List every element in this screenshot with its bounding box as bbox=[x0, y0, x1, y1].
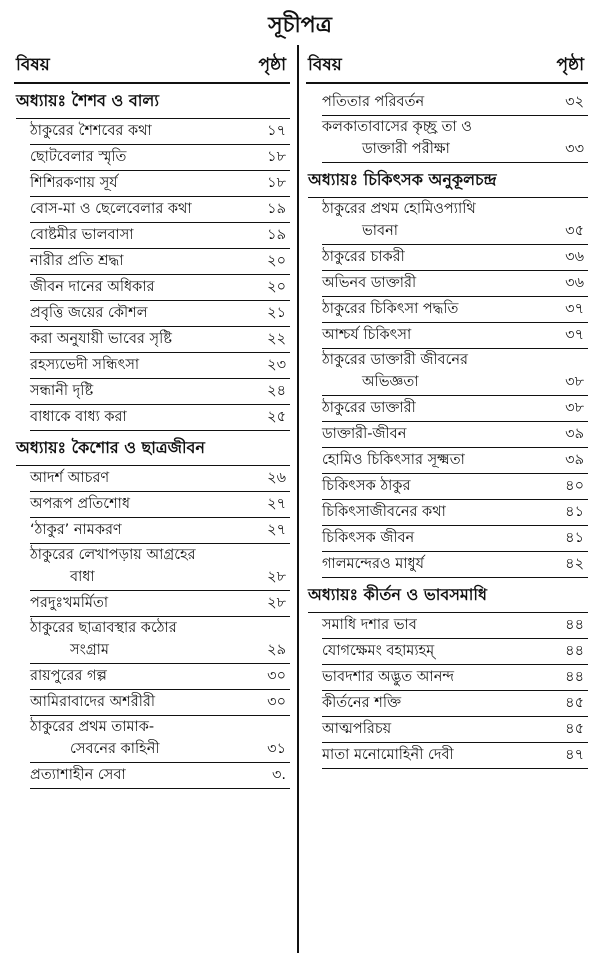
entry-title-line: ভাবদশার অদ্ভুত আনন্দ bbox=[322, 669, 454, 685]
entry-title bbox=[30, 493, 130, 515]
column-divider bbox=[297, 45, 299, 953]
page-number: ২২ bbox=[267, 331, 286, 347]
toc-entry bbox=[30, 763, 290, 789]
entry-title bbox=[30, 764, 126, 786]
entry-title bbox=[30, 328, 172, 350]
toc-entry bbox=[322, 639, 588, 665]
chapter-heading: অধ্যায়ঃ শৈশব ও বাল্য bbox=[16, 91, 159, 110]
entry-title-line: রহস্যভেদী সন্ধিৎসা bbox=[30, 357, 140, 373]
entry-title bbox=[322, 324, 411, 346]
entry-title-line: পরদুঃখমর্মিতা bbox=[30, 595, 109, 611]
page-number: ৪৪ bbox=[565, 669, 584, 685]
entry-title bbox=[322, 298, 458, 320]
entry-title-line: আত্মপরিচয় bbox=[322, 721, 392, 737]
page-number: ৩৬ bbox=[565, 275, 584, 291]
page-number: ৩. bbox=[271, 767, 286, 783]
page-number: ৪০ bbox=[565, 478, 584, 494]
entry-title-line: চিকিৎসক জীবন bbox=[322, 530, 415, 546]
toc-entry bbox=[30, 544, 290, 591]
page-number: ৩৯ bbox=[565, 452, 584, 468]
column-header bbox=[306, 50, 588, 80]
page-number: ৪১ bbox=[565, 530, 584, 546]
entry-title-line: করা অনুযায়ী ভাবের সৃষ্টি bbox=[30, 331, 172, 347]
entry-title bbox=[30, 519, 122, 541]
page-number: ২৫ bbox=[267, 409, 286, 425]
toc-entry bbox=[322, 717, 588, 743]
toc-entry bbox=[322, 349, 588, 396]
entry-title-line: চিকিৎসাজীবনের কথা bbox=[322, 504, 446, 520]
entry-list bbox=[322, 198, 588, 578]
entry-title bbox=[322, 423, 406, 445]
page-number: ৩১ bbox=[267, 741, 286, 757]
page-number: ২৩ bbox=[267, 357, 286, 373]
toc-entry bbox=[322, 198, 588, 245]
page-number: ৩৬ bbox=[565, 249, 584, 265]
toc-entry bbox=[30, 301, 290, 327]
page-number: ২৬ bbox=[267, 470, 286, 486]
entry-title-line: রায়পুরের গল্প bbox=[30, 668, 107, 684]
entry-title-line: ‘ঠাকুর’ নামকরণ bbox=[30, 522, 122, 538]
page-number: ৪৫ bbox=[565, 721, 584, 737]
entry-list bbox=[322, 613, 588, 769]
page-number: ৩০ bbox=[267, 668, 286, 684]
toc-entry bbox=[322, 245, 588, 271]
entry-title bbox=[30, 467, 109, 489]
entry-title-line: বোস-মা ও ছেলেবেলার কথা bbox=[30, 201, 192, 217]
entry-title bbox=[322, 116, 472, 160]
subject-header: বিষয় bbox=[16, 55, 50, 75]
page-title: সূচীপত্র bbox=[268, 13, 332, 38]
toc-entry bbox=[30, 353, 290, 379]
page-number: ৩৩ bbox=[565, 141, 584, 157]
page-number: ২০ bbox=[267, 253, 286, 269]
toc-entry bbox=[322, 665, 588, 691]
toc-entry bbox=[322, 613, 588, 639]
entry-title-line: গালমন্দেরও মাধুর্য bbox=[322, 556, 425, 572]
entry-title-line: চিকিৎসক ঠাকুর bbox=[322, 478, 411, 494]
entry-title bbox=[30, 592, 108, 614]
entry-title bbox=[322, 527, 414, 549]
toc-entry bbox=[322, 743, 588, 769]
toc-entry bbox=[30, 690, 290, 716]
entry-title bbox=[322, 640, 434, 662]
entry-title-line: শিশিরকণায় সূর্য bbox=[30, 175, 118, 191]
entry-title bbox=[322, 666, 454, 688]
entry-title-line: অভিজ্ঞতা bbox=[362, 374, 419, 390]
page-number: ২১ bbox=[267, 305, 286, 321]
page-number: ১৭ bbox=[267, 123, 286, 139]
toc-entry bbox=[30, 119, 290, 145]
entry-title-line: ঠাকুরের লেখাপড়ায় আগ্রহের bbox=[30, 547, 196, 563]
entry-title bbox=[30, 716, 160, 760]
entry-title bbox=[322, 449, 465, 471]
entry-title-line: ঠাকুরের প্রথম তামাক- bbox=[30, 719, 155, 735]
toc-entry bbox=[30, 197, 290, 223]
toc-entry bbox=[322, 474, 588, 500]
toc-entry bbox=[322, 297, 588, 323]
toc-entry bbox=[30, 275, 290, 301]
entry-title-line: কলকাতাবাসের কৃচ্ছ্র তা ও bbox=[322, 119, 472, 135]
page-number: ৪৪ bbox=[565, 643, 584, 659]
page-number: ৪৫ bbox=[565, 695, 584, 711]
page-number: ৩০ bbox=[267, 694, 286, 710]
right-column bbox=[306, 50, 588, 769]
toc-entry bbox=[322, 90, 588, 116]
chapter-heading: অধ্যায়ঃ চিকিৎসক অনুকূলচন্দ্র bbox=[308, 170, 497, 189]
entry-title-line: ঠাকুরের শৈশবের কথা bbox=[30, 123, 152, 139]
entry-title bbox=[322, 744, 454, 766]
entry-title bbox=[322, 198, 476, 242]
page-number: ২৯ bbox=[267, 642, 286, 658]
page-number: ৩৫ bbox=[565, 223, 584, 239]
page-number: ৪৪ bbox=[565, 617, 584, 633]
page-number: ২৭ bbox=[267, 522, 286, 538]
entry-title-line: প্রবৃত্তি জয়ের কৌশল bbox=[30, 305, 148, 321]
entry-title-line: নারীর প্রতি শ্রদ্ধা bbox=[30, 253, 124, 269]
entry-title-line: ঠাকুরের চাকরী bbox=[322, 249, 405, 265]
page-number: ১৮ bbox=[267, 149, 286, 165]
toc-entry bbox=[322, 396, 588, 422]
toc-entry bbox=[322, 323, 588, 349]
entry-title bbox=[30, 224, 134, 246]
page-number: ২৪ bbox=[267, 383, 286, 399]
toc-entry bbox=[30, 617, 290, 664]
entry-title-line: হোমিও চিকিৎসার সূক্ষ্মতা bbox=[322, 452, 465, 468]
toc-entry bbox=[30, 327, 290, 353]
page-number: ২৭ bbox=[267, 496, 286, 512]
toc-entry bbox=[30, 405, 290, 431]
entry-title bbox=[322, 475, 410, 497]
entry-title bbox=[322, 349, 468, 393]
entry-title-line: ঠাকুরের চিকিৎসা পদ্ধতি bbox=[322, 301, 459, 317]
column-header bbox=[14, 50, 290, 80]
entry-title bbox=[30, 691, 155, 713]
entry-list bbox=[30, 466, 290, 789]
page-number: ৪১ bbox=[565, 504, 584, 520]
toc-entry bbox=[322, 500, 588, 526]
entry-title bbox=[30, 120, 152, 142]
toc-entry bbox=[30, 171, 290, 197]
toc-entry bbox=[30, 379, 290, 405]
entry-title-line: আদর্শ আচরণ bbox=[30, 470, 110, 486]
toc-entry bbox=[322, 526, 588, 552]
page-number: ৩২ bbox=[565, 94, 584, 110]
toc-entry bbox=[322, 422, 588, 448]
entry-title-line: প্রত্যাশাহীন সেবা bbox=[30, 767, 126, 783]
chapter-heading: অধ্যায়ঃ কীর্তন ও ভাবসমাধি bbox=[308, 585, 487, 604]
entry-title-line: বোষ্টমীর ভালবাসা bbox=[30, 227, 134, 243]
entry-title bbox=[30, 302, 148, 324]
entry-title bbox=[30, 250, 123, 272]
entry-title-line: সমাধি দশার ভাব bbox=[322, 617, 417, 633]
entry-title-line: ঠাকুরের ছাত্রাবস্থার কঠোর bbox=[30, 620, 177, 636]
entry-title-line: ভাবনা bbox=[362, 223, 398, 239]
entry-title bbox=[30, 617, 177, 661]
entry-list bbox=[30, 119, 290, 431]
toc-entry bbox=[30, 716, 290, 763]
entry-title-line: ঠাকুরের ডাক্তারী জীবনের bbox=[322, 352, 469, 368]
entry-title bbox=[30, 544, 196, 588]
entry-title-line: আমিরাবাদের অশরীরী bbox=[30, 694, 155, 710]
entry-title-line: বাধাকে বাধ্য করা bbox=[30, 409, 127, 425]
page-number: ৩৭ bbox=[565, 301, 584, 317]
entry-title-line: যোগক্ষেমং বহাম্যহম্ bbox=[322, 643, 435, 659]
toc-entry bbox=[322, 116, 588, 163]
toc-entry bbox=[322, 271, 588, 297]
page-number: ৩৯ bbox=[565, 426, 584, 442]
toc-entry bbox=[30, 664, 290, 690]
toc-entry bbox=[322, 448, 588, 474]
entry-title-line: অপরূপ প্রতিশোধ bbox=[30, 496, 130, 512]
entry-title bbox=[30, 354, 139, 376]
toc-entry bbox=[30, 492, 290, 518]
entry-title-line: ঠাকুরের ডাক্তারী bbox=[322, 400, 416, 416]
entry-title-line: জীবন দানের অধিকার bbox=[30, 279, 155, 295]
toc-entry bbox=[30, 466, 290, 492]
page-number: ১৯ bbox=[267, 201, 286, 217]
entry-title bbox=[322, 272, 416, 294]
entry-title-line: আশ্চর্য চিকিৎসা bbox=[322, 327, 412, 343]
toc-entry bbox=[30, 591, 290, 617]
entry-title bbox=[322, 397, 416, 419]
page-number: ৪২ bbox=[565, 556, 584, 572]
entry-title bbox=[322, 692, 401, 714]
toc-entry bbox=[30, 223, 290, 249]
right-sections bbox=[306, 84, 588, 769]
entry-title-line: ডাক্তারী পরীক্ষা bbox=[362, 141, 450, 157]
entry-title bbox=[30, 406, 127, 428]
page-number: ৩৭ bbox=[565, 327, 584, 343]
entry-title-line: ঠাকুরের প্রথম হোমিওপ্যাথি bbox=[322, 201, 476, 217]
page-number: ২৮ bbox=[267, 569, 286, 585]
entry-title bbox=[30, 276, 155, 298]
entry-title-line: সেবনের কাহিনী bbox=[70, 741, 160, 757]
page-number: ৪৭ bbox=[565, 747, 584, 763]
entry-title bbox=[30, 198, 192, 220]
toc-entry bbox=[30, 518, 290, 544]
entry-list bbox=[322, 90, 588, 163]
entry-title bbox=[30, 380, 93, 402]
page-header: পৃষ্ঠা bbox=[258, 55, 286, 75]
page-number: ১৯ bbox=[267, 227, 286, 243]
toc-entry bbox=[322, 691, 588, 717]
entry-title-line: ছোটবেলার স্মৃতি bbox=[30, 149, 127, 165]
toc-entry bbox=[30, 249, 290, 275]
left-column bbox=[14, 50, 290, 789]
entry-title-line: সন্ধানী দৃষ্টি bbox=[30, 383, 94, 399]
entry-title-line: কীর্তনের শক্তি bbox=[322, 695, 402, 711]
entry-title-line: মাতা মনোমোহিনী দেবী bbox=[322, 747, 454, 763]
page-header: পৃষ্ঠা bbox=[556, 55, 584, 75]
entry-title-line: বাধা bbox=[70, 569, 95, 585]
chapter-heading: অধ্যায়ঃ কৈশোর ও ছাত্রজীবন bbox=[16, 438, 205, 457]
entry-title bbox=[322, 614, 417, 636]
entry-title bbox=[322, 553, 424, 575]
entry-title bbox=[30, 172, 118, 194]
subject-header: বিষয় bbox=[308, 55, 342, 75]
entry-title bbox=[322, 246, 405, 268]
page-number: ৩৮ bbox=[565, 400, 584, 416]
entry-title-line: সংগ্রাম bbox=[70, 642, 109, 658]
left-sections bbox=[14, 84, 290, 789]
page-number: ২৮ bbox=[267, 595, 286, 611]
page-number: ৩৮ bbox=[565, 374, 584, 390]
page-number: ২০ bbox=[267, 279, 286, 295]
entry-title bbox=[30, 665, 107, 687]
entry-title bbox=[322, 91, 424, 113]
toc-entry bbox=[322, 552, 588, 578]
entry-title bbox=[322, 718, 391, 740]
page-number: ১৮ bbox=[267, 175, 286, 191]
toc-entry bbox=[30, 145, 290, 171]
entry-title-line: পতিতার পরিবর্তন bbox=[322, 94, 425, 110]
entry-title bbox=[322, 501, 446, 523]
entry-title-line: ডাক্তারী-জীবন bbox=[322, 426, 407, 442]
entry-title-line: অভিনব ডাক্তারী bbox=[322, 275, 417, 291]
entry-title bbox=[30, 146, 126, 168]
